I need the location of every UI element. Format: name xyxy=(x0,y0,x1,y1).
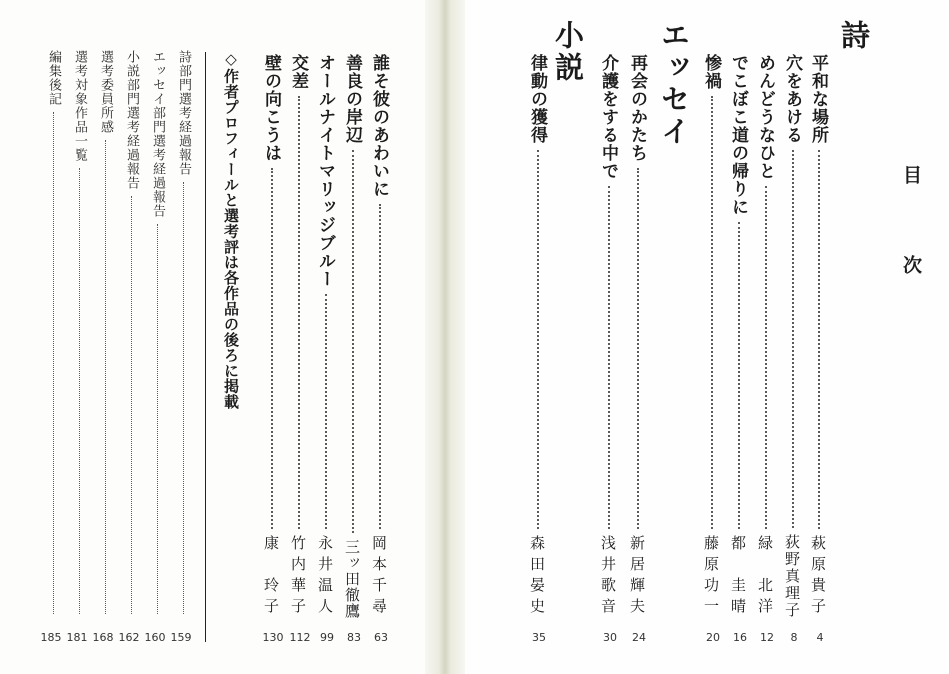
note-text: ◇作者プロフィールと選考評は各作品の後ろに掲載 xyxy=(222,50,240,410)
entry-author: 緑 北洋 xyxy=(756,535,774,619)
entry-title: 詩部門選考経過報告 xyxy=(176,50,191,176)
entry-title: 惨禍 xyxy=(701,54,721,90)
dot-leader xyxy=(79,168,80,614)
page-number: 181 xyxy=(66,631,88,644)
toc-entry[interactable] xyxy=(699,54,724,619)
page-number: 162 xyxy=(118,631,140,644)
toc-entry[interactable] xyxy=(44,50,63,620)
toc-entry[interactable] xyxy=(340,54,365,619)
page-number: 8 xyxy=(790,631,798,644)
dot-leader xyxy=(792,150,794,528)
dot-leader xyxy=(379,204,381,529)
toc-entry[interactable] xyxy=(596,54,621,619)
entry-author: 岡本千尋 xyxy=(370,535,388,619)
dot-leader xyxy=(818,150,820,529)
page-number: 35 xyxy=(532,631,546,644)
entry-title: 介護をする中で xyxy=(598,54,618,180)
entry-author: 荻野真理子 xyxy=(783,534,801,619)
entry-title: 壁の向こうは xyxy=(261,54,281,162)
page-number: 12 xyxy=(760,631,774,644)
entry-title: オールナイトマリッジブルー xyxy=(315,54,335,288)
toc-heading: 目 次 xyxy=(900,165,922,300)
page-number: 99 xyxy=(320,631,334,644)
book-gutter xyxy=(425,0,465,674)
dot-leader xyxy=(271,168,273,529)
entry-title: 編集後記 xyxy=(46,50,61,106)
entry-author: 浅井歌音 xyxy=(599,535,617,619)
divider-rule xyxy=(205,52,206,642)
toc-entry[interactable] xyxy=(259,54,284,619)
dot-leader xyxy=(53,112,54,614)
toc-entry[interactable] xyxy=(96,50,115,620)
page-number: 83 xyxy=(347,631,361,644)
toc-entry[interactable] xyxy=(148,50,167,620)
dot-leader xyxy=(608,186,610,529)
dot-leader xyxy=(711,96,713,529)
entry-author: 萩原貴子 xyxy=(809,535,827,619)
entry-title: 選考委員所感 xyxy=(98,50,113,134)
page-number: 30 xyxy=(603,631,617,644)
page-number: 24 xyxy=(632,631,646,644)
entry-author: 藤原功一 xyxy=(702,535,720,619)
dot-leader xyxy=(298,96,300,529)
page-number: 160 xyxy=(144,631,166,644)
section-poetry: 詩 xyxy=(837,20,871,52)
toc-entry[interactable] xyxy=(753,54,778,619)
toc-entry[interactable] xyxy=(780,54,805,619)
entry-title: 交差 xyxy=(288,54,308,90)
toc-entry[interactable] xyxy=(70,50,89,620)
page-number: 112 xyxy=(289,631,311,644)
page-number: 185 xyxy=(40,631,62,644)
entry-author: 康 玲子 xyxy=(262,535,280,619)
entry-title: 律動の獲得 xyxy=(527,54,547,144)
page-number: 168 xyxy=(92,631,114,644)
dot-leader xyxy=(105,140,106,614)
toc-entry[interactable] xyxy=(313,54,338,619)
section-novel: 小説 xyxy=(551,20,585,84)
toc-entry[interactable] xyxy=(806,54,831,619)
dot-leader xyxy=(738,222,740,529)
toc-entry[interactable] xyxy=(286,54,311,619)
entry-author: 三ッ田徹鷹 xyxy=(343,539,361,619)
entry-author: 都 圭晴 xyxy=(729,535,747,619)
entry-title: めんどうなひと xyxy=(755,54,775,180)
toc-entry[interactable] xyxy=(726,54,751,619)
page-number: 16 xyxy=(733,631,747,644)
page-number: 159 xyxy=(170,631,192,644)
section-essay: エッセイ xyxy=(657,20,691,148)
entry-title: 誰そ彼のあわいに xyxy=(369,54,389,198)
entry-title: でこぼこ道の帰りに xyxy=(728,54,748,216)
page-number: 63 xyxy=(374,631,388,644)
dot-leader xyxy=(325,294,327,529)
entry-author: 森田晏史 xyxy=(528,535,546,619)
dot-leader xyxy=(537,150,539,529)
toc-entry[interactable] xyxy=(625,54,650,619)
entry-author: 新居輝夫 xyxy=(628,535,646,619)
toc-entry[interactable] xyxy=(122,50,141,620)
entry-title: 再会のかたち xyxy=(627,54,647,162)
dot-leader xyxy=(352,150,354,533)
entry-author: 永井温人 xyxy=(316,535,334,619)
entry-title: 穴をあける xyxy=(782,54,802,144)
entry-author: 竹内華子 xyxy=(289,535,307,619)
toc-entry[interactable] xyxy=(525,54,550,619)
page-number: 20 xyxy=(706,631,720,644)
entry-title: 善良の岸辺 xyxy=(342,54,362,144)
dot-leader xyxy=(183,182,184,614)
entry-title: 選考対象作品一覧 xyxy=(72,50,87,162)
entry-title: エッセイ部門選考経過報告 xyxy=(150,50,165,218)
entry-title: 小説部門選考経過報告 xyxy=(124,50,139,190)
toc-entry[interactable] xyxy=(367,54,392,619)
dot-leader xyxy=(131,196,132,614)
dot-leader xyxy=(765,186,767,529)
dot-leader xyxy=(637,168,639,529)
toc-entry[interactable] xyxy=(174,50,193,620)
entry-title: 平和な場所 xyxy=(808,54,828,144)
page-number: 4 xyxy=(816,631,824,644)
dot-leader xyxy=(157,224,158,614)
page-number: 130 xyxy=(262,631,284,644)
